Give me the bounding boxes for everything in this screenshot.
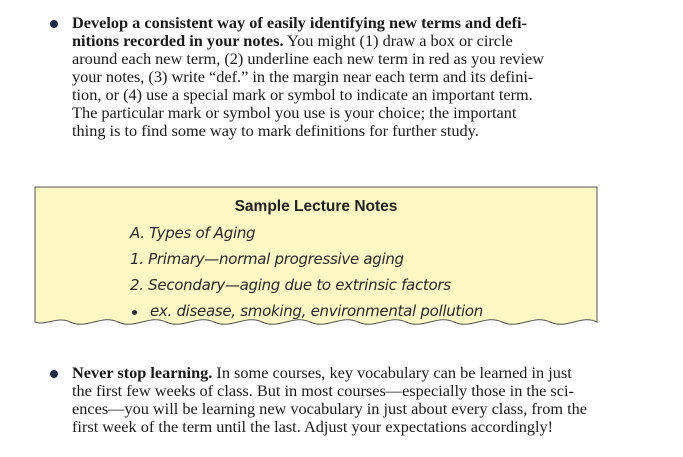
notes-heading-line: A. Types of Aging [130,224,256,242]
notes-item-secondary: 2. Secondary—aging due to extrinsic factors [130,276,451,294]
bullet-item-never-stop-learning [50,364,630,436]
bullet-lead-text: Develop a consistent way of easily identifying new terms and defi- [72,13,527,32]
sample-lecture-notes-card [34,186,598,340]
bullet-body-line: the first few weeks of class. But in most courses—especially those in the sci- [72,381,574,400]
bullet-paragraph [72,14,610,140]
bullet-body-line: tion, or (4) use a special mark or symbol to indicate an important term. [72,85,533,104]
bullet-body-line: The particular mark or symbol you use is your choice; the important [72,103,517,122]
notes-item-primary: 1. Primary—normal progressive aging [130,250,404,268]
bullet-body-text: You might (1) draw a box or circle [283,31,513,50]
bullet-body-line: thing is to find some way to mark definitions for further study. [72,121,479,140]
bullet-body-line: your notes, (3) write “def.” in the margin near each term and its defini- [72,67,534,86]
bullet-body-line: first week of the term until the last. Adjust your expectations accordingly! [72,417,554,436]
bullet-lead-text: Never stop learning. [72,363,213,382]
notes-bullet-icon [132,310,137,315]
bullet-icon [50,20,58,28]
bullet-item-identify-terms [50,14,610,140]
bullet-body-text: In some courses, key vocabulary can be learned in just [212,363,572,382]
bullet-paragraph [72,364,630,436]
notes-example-line: ex. disease, smoking, environmental pollution [150,302,483,320]
bullet-lead-text-cont: nitions recorded in your notes. [72,31,284,50]
notes-title: Sample Lecture Notes [234,198,398,215]
bullet-body-line: around each new term, (2) underline each new term in red as you review [72,49,544,68]
bullet-body-line: ences—you will be learning new vocabulary in just about every class, from the [72,399,587,418]
bullet-icon [50,370,58,378]
